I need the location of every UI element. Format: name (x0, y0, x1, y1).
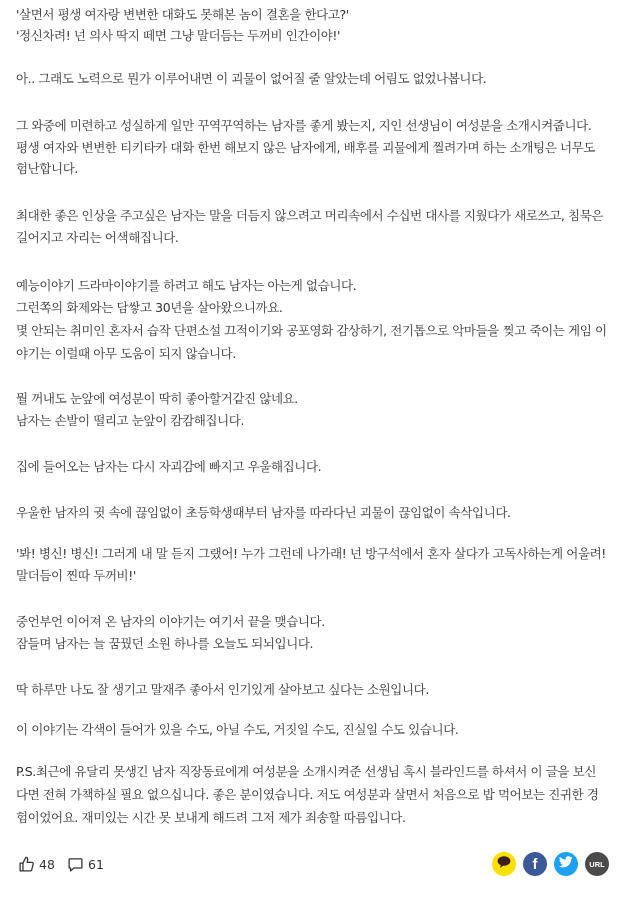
article-line: 아.. 그래도 노력으로 뭔가 이루어내면 이 괴물이 없어질 줄 알았는데 어림도 없었나봅니다. (16, 71, 487, 86)
article-line: 평생 여자와 변변한 티키타카 대화 한번 해보지 않은 남자에게, 배후를 괴물에게 찔려가며 하는 소개팅은 너무도 (16, 140, 595, 155)
article-line: 남자는 손발이 떨리고 눈앞이 캄캄해집니다. (16, 413, 245, 428)
article-line: 이 이야기는 각색이 들어가 있을 수도, 아닐 수도, 거짓일 수도, 진실일 수도 있습니다. (16, 722, 459, 737)
article-line: 다면 전혀 가책하실 필요 없으십니다. 좋은 분이였습니다. 저도 여성분과 살면서 처음으로 밥 먹어보는 진귀한 경 (16, 787, 599, 802)
article-line: 뭘 꺼내도 눈앞에 여성분이 딱히 좋아할거같진 않네요. (16, 391, 298, 406)
article-line: 최대한 좋은 인상을 주고싶은 남자는 말을 더듬지 않으려고 머리속에서 수십번 대사를 지웠다가 새로쓰고, 침묵은 (16, 208, 604, 223)
kakaotalk-icon (496, 855, 512, 874)
article-line: P.S.최근에 유달리 못생긴 남자 직장동료에게 여성분을 소개시켜준 선생님 혹시 블라인드를 하셔서 이 글을 보신 (16, 764, 597, 779)
comment-count: 61 (88, 856, 104, 872)
like-count: 48 (39, 856, 55, 872)
article-line: '살면서 평생 여자랑 변변한 대화도 못해본 놈이 결혼을 한다고?' (16, 7, 349, 22)
article-line: 그 와중에 미련하고 성실하게 일만 꾸역꾸역하는 남자를 좋게 봤는지, 지인 선생님이 여성분을 소개시켜줍니다. (16, 118, 592, 133)
article-line: '봐! 병신! 병신! 그러게 내 말 듣지 그랬어! 누가 그런데 나가래! 넌 방구석에서 혼자 살다가 고독사하는게 어울려! (16, 546, 606, 561)
url-share-button[interactable] (585, 852, 609, 876)
facebook-icon: f (532, 855, 538, 873)
article-line: 예능이야기 드라마이야기를 하려고 해도 남자는 아는게 없습니다. (16, 278, 357, 293)
article-line: 길어지고 자리는 어색해집니다. (16, 230, 179, 245)
article-footer (0, 852, 640, 876)
kakaotalk-share-button[interactable] (492, 852, 516, 876)
article-line: 말더듬이 찐따 두꺼비!' (16, 568, 136, 583)
like-button[interactable] (18, 852, 55, 876)
article-line: '정신차려! 넌 의사 딱지 떼면 그냥 말더듬는 두꺼비 인간이야!' (16, 28, 341, 43)
twitter-icon (559, 855, 573, 873)
thumbs-up-icon (18, 856, 35, 873)
article-line: 잠들며 남자는 늘 꿈꿨던 소원 하나를 오늘도 되뇌입니다. (16, 636, 314, 651)
article-line: 그런쪽의 화제와는 담쌓고 30년을 살아왔으니까요. (16, 300, 283, 315)
speech-bubble-icon (67, 856, 84, 873)
twitter-share-button[interactable] (554, 852, 578, 876)
article-line: 우울한 남자의 귓 속에 끊임없이 초등학생때부터 남자를 따라다닌 괴물이 끊임없이 속삭입니다. (16, 505, 511, 520)
link-icon: URL (589, 859, 605, 869)
article-line: 험이었어요. 재미있는 시간 못 보내게 해드려 그저 제가 죄송할 따름입니다. (16, 810, 406, 825)
article-line: 험난합니다. (16, 161, 78, 176)
article-line: 야기는 이럴때 아무 도움이 되지 않습니다. (16, 346, 236, 361)
article-line: 집에 들어오는 남자는 다시 자괴감에 빠지고 우울해집니다. (16, 459, 322, 474)
facebook-share-button[interactable] (523, 852, 547, 876)
comment-button[interactable] (67, 852, 104, 876)
article-line: 중언부언 이어져 온 남자의 이야기는 여기서 끝을 맺습니다. (16, 614, 325, 629)
article-line: 몇 안되는 취미인 혼자서 습작 단편소설 끄적이기와 공포영화 감상하기, 전기톱으로 악마들을 찢고 죽이는 게임 이 (16, 323, 607, 338)
article-line: 딱 하루만 나도 잘 생기고 말재주 좋아서 인기있게 살아보고 싶다는 소원입니다. (16, 682, 429, 697)
